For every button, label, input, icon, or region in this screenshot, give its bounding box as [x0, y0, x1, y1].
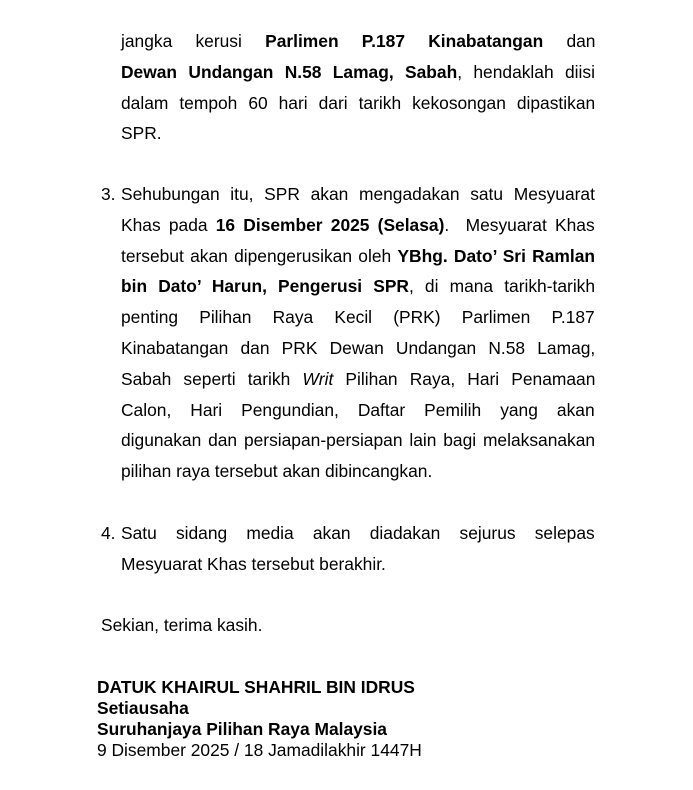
- text-run: jangka kerusi: [121, 31, 266, 51]
- organization-name: Suruhanjaya Pilihan Raya Malaysia: [97, 719, 387, 739]
- text-line: [121, 333, 595, 364]
- text-run: Sehubungan itu, SPR akan mengadakan satu Mesyuarat: [121, 184, 595, 204]
- text-run: , di mana tarikh-tarikh: [408, 276, 596, 297]
- text-run: Kinabatangan dan PRK Dewan Undangan N.58 Lamag,: [121, 337, 596, 358]
- signature-block: [97, 677, 422, 761]
- text-line: [121, 210, 595, 241]
- meeting-date: 16 Disember 2025 (Selasa): [215, 214, 445, 235]
- text-run: , hendaklah diisi: [457, 61, 595, 82]
- writ-term: Writ: [302, 368, 334, 389]
- text-line: [121, 425, 595, 456]
- text-line: [121, 26, 595, 57]
- paragraph-3: [121, 179, 595, 487]
- text-line: [121, 118, 595, 149]
- paragraph-number-4: 4.: [101, 523, 116, 543]
- text-run: dan: [543, 31, 596, 51]
- text-line: [121, 364, 595, 395]
- paragraph-4: [121, 518, 595, 580]
- paragraph-continued: [121, 26, 595, 149]
- signatory-title: Setiausaha: [97, 698, 189, 718]
- text-line: [121, 57, 595, 88]
- paragraph-number-3: 3.: [101, 184, 116, 204]
- text-line: [121, 88, 595, 119]
- text-run: . Mesyuarat Khas: [444, 214, 595, 235]
- text-line: [121, 518, 595, 549]
- text-run: Calon, Hari Pengundian, Daftar Pemilih yang akan: [121, 399, 595, 420]
- text-line: [121, 241, 595, 272]
- closing-line: Sekian, terima kasih.: [101, 615, 263, 635]
- signatory-name: DATUK KHAIRUL SHAHRIL BIN IDRUS: [97, 677, 415, 697]
- chairman-title: bin Dato’ Harun, Pengerusi SPR: [121, 276, 409, 297]
- text-line: [121, 549, 595, 580]
- text-line: [121, 179, 595, 210]
- document-date: 9 Disember 2025 / 18 Jamadilakhir 1447H: [97, 740, 422, 760]
- text-run: tersebut akan dipengerusikan oleh: [121, 245, 398, 266]
- text-run: penting Pilihan Raya Kecil (PRK) Parlimen P.187: [121, 307, 595, 328]
- state-seat-name: Dewan Undangan N.58 Lamag, Sabah: [121, 61, 458, 82]
- text-run: Sabah seperti tarikh: [121, 368, 303, 389]
- text-line: [121, 302, 595, 333]
- text-run: SPR.: [121, 123, 162, 144]
- text-line: [121, 271, 595, 302]
- text-line: [121, 456, 595, 487]
- chairman-name: YBhg. Dato’ Sri Ramlan: [397, 245, 595, 266]
- text-run: Khas pada: [121, 214, 216, 235]
- text-run: Satu sidang media akan diadakan sejurus selepas: [121, 523, 595, 543]
- text-run: Pilihan Raya, Hari Penamaan: [333, 368, 596, 389]
- parliament-seat-name: Parlimen P.187 Kinabatangan: [265, 31, 544, 51]
- text-run: Mesyuarat Khas tersebut berakhir.: [121, 553, 386, 574]
- text-line: [121, 395, 595, 426]
- text-run: pilihan raya tersebut akan dibincangkan.: [121, 461, 433, 482]
- text-run: dalam tempoh 60 hari dari tarikh kekosongan dipastikan: [121, 92, 596, 113]
- text-run: digunakan dan persiapan-persiapan lain bagi melaksanakan: [121, 430, 596, 451]
